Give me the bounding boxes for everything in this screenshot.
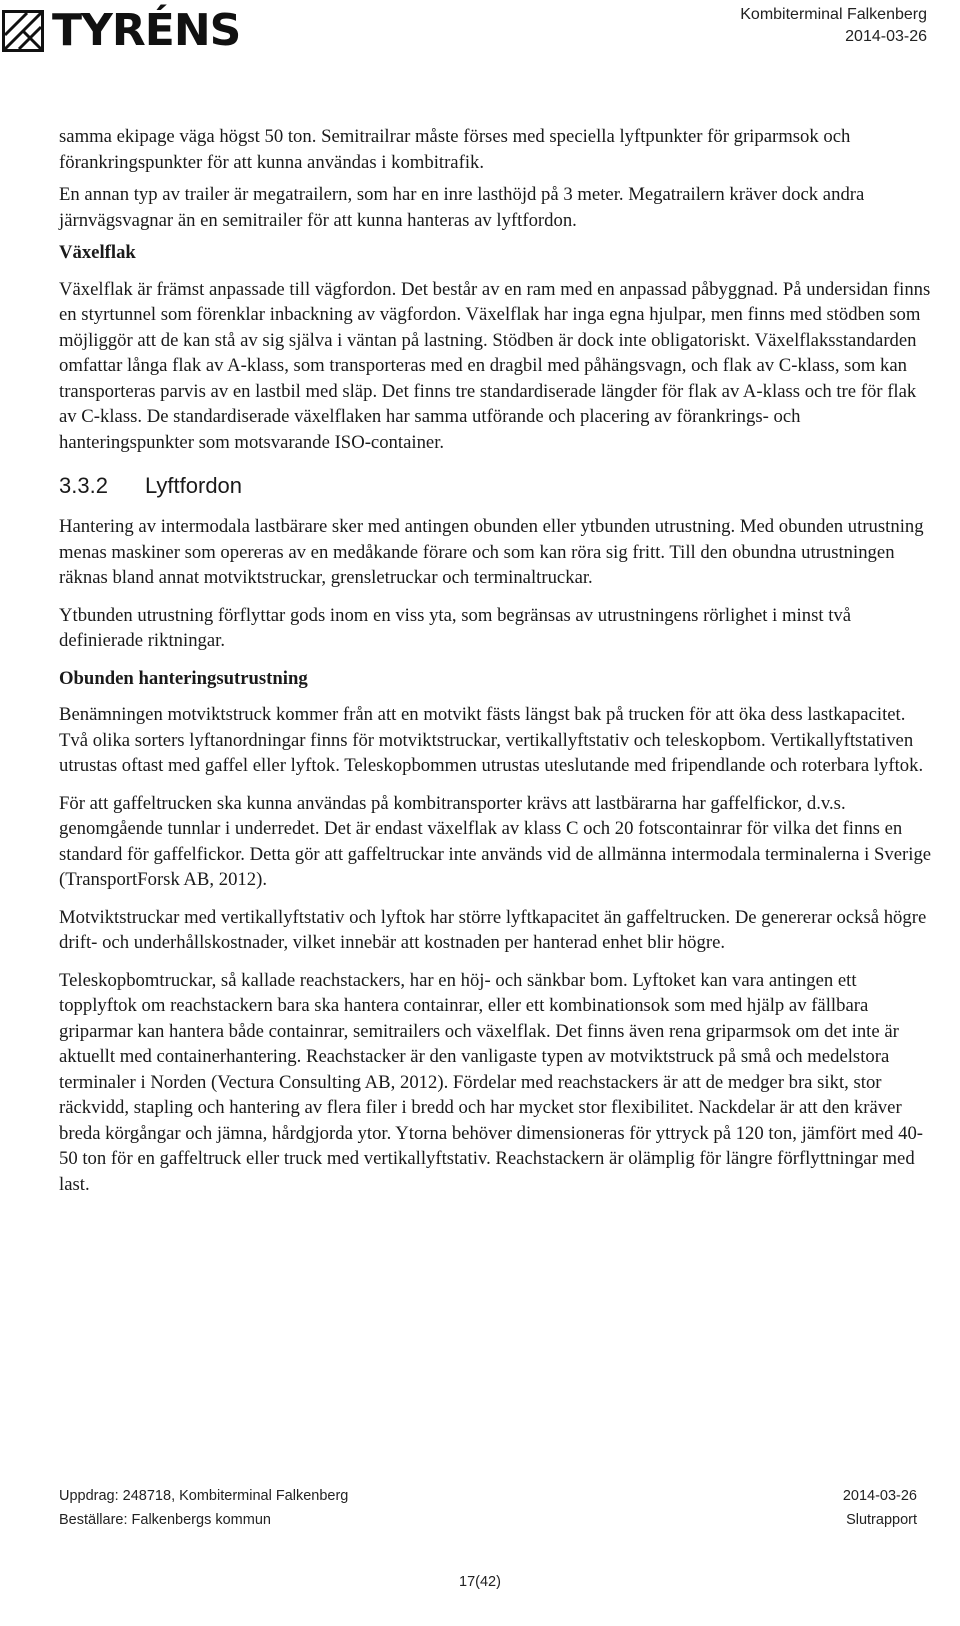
header-date: 2014-03-26 bbox=[845, 28, 927, 45]
document-body bbox=[59, 124, 934, 1209]
page-footer bbox=[59, 1484, 917, 1532]
footer-report-type: Slutrapport bbox=[846, 1512, 917, 1528]
footer-assignment: Uppdrag: 248718, Kombiterminal Falkenberg bbox=[59, 1488, 349, 1504]
paragraph: Benämningen motviktstruck kommer från att en motvikt fästs längst bak på trucken för att öka dess lastkapacitet. Två olika sorters lyftanordningar finns för motviktstruckar, vertikallyftstativ och teleskopbom. Vertikallyftstativen utrustas oftast med gaffel eller lyftok. Teleskopbommen utrustas uteslutande med fripendlande och roterbara lyftok. bbox=[59, 704, 924, 776]
footer-date: 2014-03-26 bbox=[842, 1488, 917, 1504]
paragraph: Hantering av intermodala lastbärare sker med antingen obunden eller ytbunden utrustning. Med obunden utrustning menas maskiner som opereras av en medåkande förare och som kan röra sig fritt. Till den obundna utrustningen räknas bland annat motviktstruckar, grensletruckar och terminaltruckar. bbox=[59, 516, 924, 588]
logo-mark-icon bbox=[2, 10, 44, 52]
section-number: 3.3.2 bbox=[59, 473, 108, 498]
page-header bbox=[0, 0, 960, 62]
section-title: Lyftfordon bbox=[145, 473, 243, 498]
header-project: Kombiterminal Falkenberg bbox=[740, 6, 927, 23]
paragraph: Växelflak är främst anpassade till vägfordon. Det består av en ram med en anpassad påbyggnad. På undersidan finns en styrtunnel som förenklar inbackning av vägfordon. Växelflak har inga egna hjulpar, men finns med stödben som möjliggör att de kan stå av sig själva i väntan på lastning. Stödben är dock inte obligatoriskt. Växelflaksstandarden omfattar långa flak av A-klass, som transporteras med en dragbil med påhängsvagn, och flak av C-klass, som kan transporteras parvis av en lastbil med släp. Det finns tre standardiserade längder för flak av A-klass och tre för flak av C-klass. De standardiserade växelflaken har samma utförande och placering av förankrings- och hanteringspunkter som motsvarande ISO-container. bbox=[59, 278, 931, 453]
footer-row bbox=[59, 1484, 917, 1508]
logo-text: TYRÉNS bbox=[52, 5, 241, 56]
page-number: 17(42) bbox=[459, 1574, 501, 1590]
paragraph: För att gaffeltrucken ska kunna användas på kombitransporter krävs att lastbärarna har gaffelfickor, d.v.s. genomgående tunnlar i underredet. Det är endast växelflak av klass C och 20 fotscontainrar för vilka det finns en standard för gaffelfickor. Detta gör att gaffeltruckar inte används vid de allmänna intermodala terminalerna i Sverige (TransportForsk AB, 2012). bbox=[59, 792, 932, 890]
company-logo bbox=[0, 4, 260, 54]
subheading-obunden: Obunden hanteringsutrustning bbox=[59, 667, 308, 689]
subheading-vaxelflak: Växelflak bbox=[59, 242, 136, 263]
footer-client: Beställare: Falkenbergs kommun bbox=[59, 1512, 271, 1528]
header-meta bbox=[740, 4, 927, 48]
paragraph: Ytbunden utrustning förflyttar gods inom en viss yta, som begränsas av utrustningens rörlighet i minst två definierade riktningar. bbox=[59, 604, 852, 651]
paragraph: samma ekipage väga högst 50 ton. Semitrailrar måste förses med speciella lyftpunkter för griparmsok och förankringspunkter för att kunna användas i kombitrafik. bbox=[59, 126, 851, 173]
paragraph: Teleskopbomtruckar, så kallade reachstackers, har en höj- och sänkbar bom. Lyftoket kan vara antingen ett topplyftok om reachstackern bara ska hantera containrar, eller ett kombinationsok som med hjälp av fällbara griparmar kan hantera både containrar, semitrailers och växelflak. Det finns även rena griparmsok om det inte är aktuellt med containerhantering. Reachstacker är den vanligaste typen av motviktstruck på små och medelstora terminaler i Norden (Vectura Consulting AB, 2012). Fördelar med reachstackers är att de medger bra sikt, stor räckvidd, stapling och hantering av flera filer i bredd och har mycket stor flexibilitet. Nackdelar är att den kräver breda körgångar och jämna, hårdgjorda ytor. Ytorna behöver dimensioneras för yttryck på 120 ton, jämfört med 40-50 ton för en gaffeltruck eller truck med vertikallyftstativ. Reachstackern är olämplig för längre förflyttningar med last. bbox=[59, 969, 924, 1195]
footer-row bbox=[59, 1508, 917, 1532]
paragraph: En annan typ av trailer är megatrailern, som har en inre lasthöjd på 3 meter. Megatrailern kräver dock andra järnvägsvagnar än en semitrailer för att kunna hanteras av lyftfordon. bbox=[59, 184, 865, 231]
section-heading bbox=[59, 472, 934, 500]
paragraph: Motviktstruckar med vertikallyftstativ och lyftok har större lyftkapacitet än gaffeltrucken. De genererar också högre drift- och underhållskostnader, vilket innebär att kostnaden per hanterad enhet blir högre. bbox=[59, 906, 927, 953]
